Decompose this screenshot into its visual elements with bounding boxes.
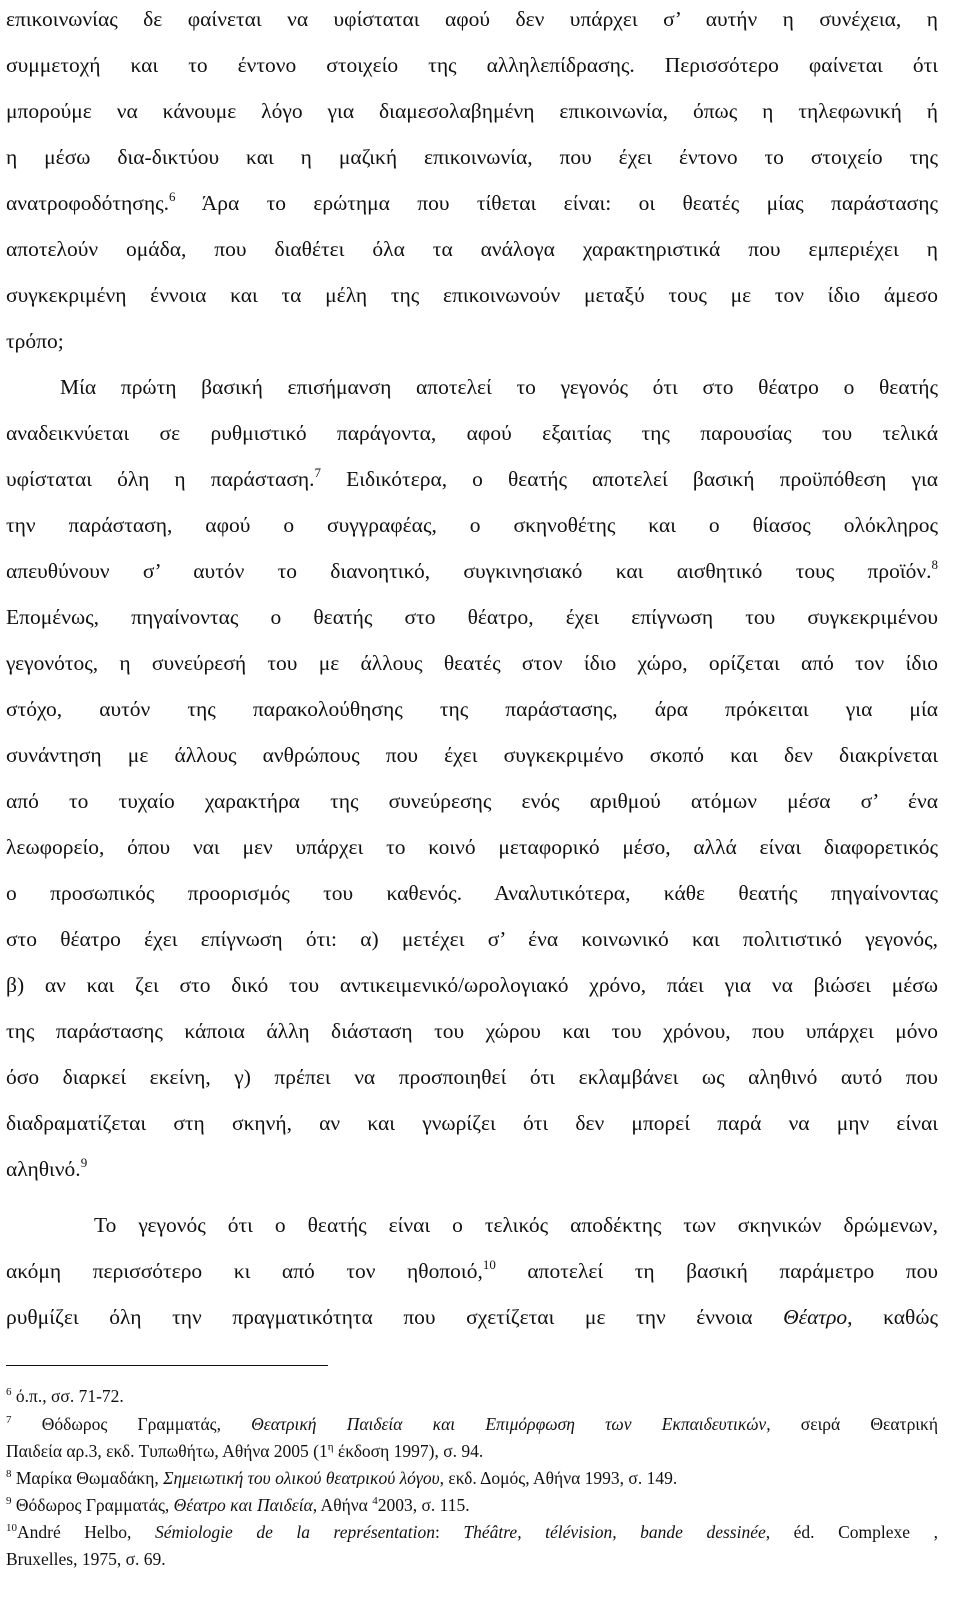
body-line: αναδεικνύεται σε ρυθμιστικό παράγοντα, αφού εξαιτίας της παρουσίας του τελικά <box>6 421 938 445</box>
body-line: υφίσταται όλη η παράσταση.$^7$ Ειδικότερα, ο θεατής αποτελεί βασική προϋπόθεση για <box>6 465 938 491</box>
body-line: ο προσωπικός προορισμός του καθενός. Αναλυτικότερα, κάθε θεατής πηγαίνοντας <box>6 881 938 905</box>
body-line: ακόμη περισσότερο κι από τον ηθοποιό,$^{10}$ αποτελεί τη βασική παράμετρο που <box>6 1257 938 1283</box>
body-line: ρυθμίζει όλη την πραγματικότητα που σχετίζεται με την έννοια Θέατρο, καθώς <box>6 1305 938 1329</box>
body-line: ανατροφοδότησης.$^6$ Άρα το ερώτημα που τίθεται είναι: οι θεατές μίας παράστασης <box>6 189 938 215</box>
body-line: τρόπο; <box>6 329 64 353</box>
body-line: η μέσω δια-δικτύου και η μαζική επικοινωνία, που έχει έντονο το στοιχείο της <box>6 145 938 169</box>
footnote: $^{10}$André Helbo, Sémiologie de la représentation: Théâtre, télévision, bande dessinée, éd. Complexe , <box>6 1522 938 1542</box>
footnote: $^6$ ό.π., σσ. 71-72. <box>6 1386 124 1406</box>
footnote: $^9$ Θόδωρος Γραμματάς, Θέατρο και Παιδεία, Αθήνα $^4$2003, σ. 115. <box>6 1495 470 1515</box>
footnote: Παιδεία αρ.3, εκδ. Τυπωθήτω, Αθήνα 2005 ($1^\eta$ έκδοση 1997), σ. 94. <box>6 1441 484 1461</box>
body-line: συγκεκριμένη έννοια και τα μέλη της επικοινωνούν μεταξύ τους με τον ίδιο άμεσο <box>6 283 938 307</box>
body-line: Μία πρώτη βασική επισήμανση αποτελεί το γεγονός ότι στο θέατρο ο θεατής <box>60 375 938 399</box>
body-line: συνάντηση με άλλους ανθρώπους που έχει συγκεκριμένο σκοπό και δεν διακρίνεται <box>6 743 938 767</box>
body-line: β) αν και ζει στο δικό του αντικειμενικό/ωρολογιακό χρόνο, πάει για να βιώσει μέσω <box>6 973 938 997</box>
footnote-ref[interactable]: 8 <box>931 557 938 572</box>
footnote-ref[interactable]: 6 <box>169 189 176 204</box>
body-line: μπορούμε να κάνουμε λόγο για διαμεσολαβημένη επικοινωνία, όπως η τηλεφωνική ή <box>6 99 938 123</box>
body-line: Το γεγονός ότι ο θεατής είναι ο τελικός αποδέκτης των σκηνικών δρώμενων, <box>94 1213 938 1237</box>
body-line: αληθινό.$^9$ <box>6 1155 88 1181</box>
body-line: διαδραματίζεται στη σκηνή, αν και γνωρίζει ότι δεν μπορεί παρά να μην είναι <box>6 1111 938 1135</box>
footnote: $^8$ Μαρίκα Θωμαδάκη, Σημειωτική του ολικού θεατρικού λόγου, εκδ. Δομός, Αθήνα 1993, σ. 149. <box>6 1468 678 1488</box>
body-line: λεωφορείο, όπου ναι μεν υπάρχει το κοινό μεταφορικό μέσο, αλλά είναι διαφορετικός <box>6 835 938 859</box>
body-line: όσο διαρκεί εκείνη, γ) πρέπει να προσποιηθεί ότι εκλαμβάνει ως αληθινό αυτό που <box>6 1065 938 1089</box>
footnote-ref[interactable]: 10 <box>482 1257 496 1272</box>
footnote-ref[interactable]: 9 <box>80 1155 88 1170</box>
body-line: από το τυχαίο χαρακτήρα της συνεύρεσης ενός αριθμού ατόμων μέσα σ’ ένα <box>6 789 938 813</box>
footnote-separator <box>6 1365 328 1366</box>
body-line: στόχο, αυτόν της παρακολούθησης της παράστασης, άρα πρόκειται για μία <box>6 697 938 721</box>
footnote: $^7$ Θόδωρος Γραμματάς, Θεατρική Παιδεία και Επιμόρφωση των Εκπαιδευτικών, σειρά Θεατρική <box>6 1414 938 1434</box>
body-line: αποτελούν ομάδα, που διαθέτει όλα τα ανάλογα χαρακτηριστικά που εμπεριέχει η <box>6 237 938 261</box>
footnote: Bruxelles, 1975, σ. 69. <box>6 1549 166 1569</box>
footnote-ref[interactable]: 7 <box>314 465 322 480</box>
body-line: της παράστασης κάποια άλλη διάσταση του χώρου και του χρόνου, που υπάρχει μόνο <box>6 1019 938 1043</box>
body-line: επικοινωνίας δε φαίνεται να υφίσταται αφού δεν υπάρχει σ’ αυτήν η συνέχεια, η <box>6 7 938 31</box>
body-line: στο θέατρο έχει επίγνωση ότι: α) μετέχει σ’ ένα κοινωνικό και πολιτιστικό γεγονός, <box>6 927 938 951</box>
body-line: γεγονότος, η συνεύρεσή του με άλλους θεατές στον ίδιο χώρο, ορίζεται από τον ίδιο <box>6 651 938 675</box>
body-line: Επομένως, πηγαίνοντας ο θεατής στο θέατρο, έχει επίγνωση του συγκεκριμένου <box>6 605 938 629</box>
body-line: συμμετοχή και το έντονο στοιχείο της αλληλεπίδρασης. Περισσότερο φαίνεται ότι <box>6 53 938 77</box>
body-line: την παράσταση, αφού ο συγγραφέας, ο σκηνοθέτης και ο θίασος ολόκληρος <box>6 513 938 537</box>
body-line: απευθύνουν σ’ αυτόν το διανοητικό, συγκινησιακό και αισθητικό τους προϊόν.$^8$ <box>6 557 938 583</box>
